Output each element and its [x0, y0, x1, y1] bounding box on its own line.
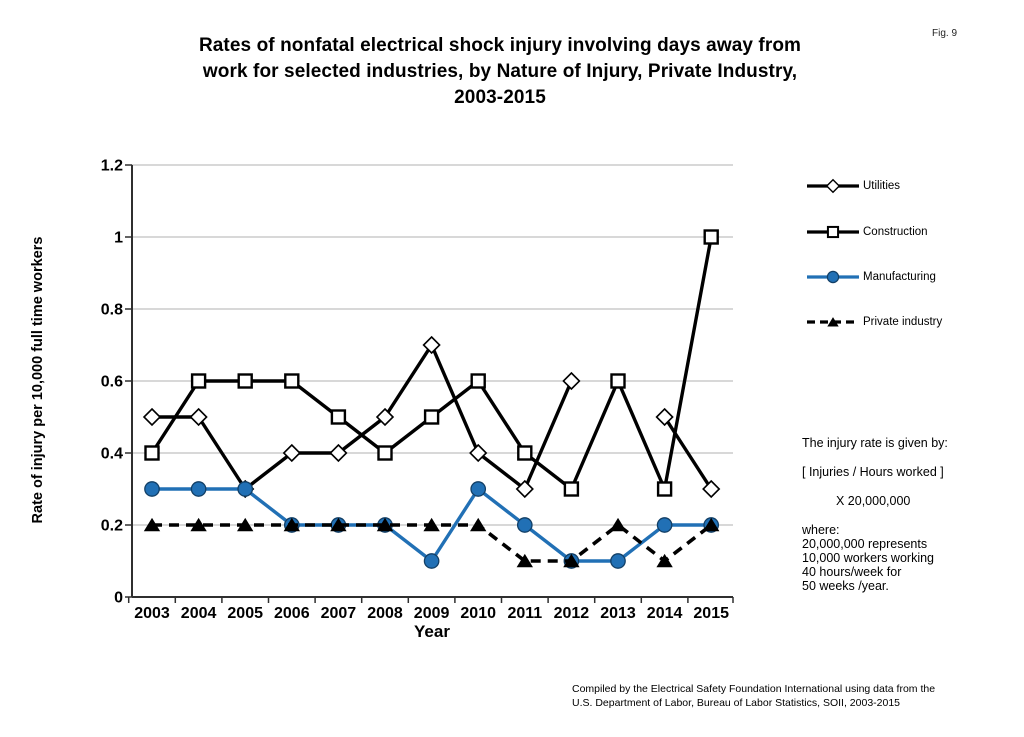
x-tick-label: 2005 [227, 605, 263, 622]
x-tick-label: 2014 [646, 605, 683, 622]
x-tick-label: 2009 [413, 605, 450, 622]
square-marker [239, 375, 252, 388]
injury-rate-formula [802, 436, 1012, 593]
x-tick-label: 2008 [367, 605, 403, 622]
legend-label-manufacturing: Manufacturing [863, 271, 936, 283]
square-marker [332, 411, 345, 424]
legend-item-manufacturing [805, 269, 936, 285]
x-tick-label: 2007 [320, 605, 357, 622]
formula-expression: [ Injuries / Hours worked ] [802, 465, 944, 479]
x-tick-label: 2004 [180, 605, 217, 622]
circle-marker [471, 482, 485, 496]
circle-marker [191, 482, 205, 496]
square-marker [472, 375, 485, 388]
circle-marker [424, 554, 438, 568]
y-axis-title: Rate of injury per 10,000 full time workers [30, 236, 46, 524]
line-chart [95, 140, 755, 640]
y-tick-label: 0 [114, 589, 123, 607]
legend-item-construction [805, 224, 928, 240]
circle-marker [518, 518, 532, 532]
source-caption-line-1: Compiled by the Electrical Safety Foundation International using data from the [572, 683, 936, 695]
formula-where-line: 20,000,000 represents [802, 537, 928, 551]
x-tick-label: 2012 [553, 605, 590, 622]
legend-item-utilities [805, 178, 900, 194]
square-marker [612, 375, 625, 388]
formula-multiplier: X 20,000,000 [836, 494, 911, 508]
square-marker [379, 447, 392, 460]
page-title [0, 33, 1000, 111]
series-line-utilities [152, 345, 571, 489]
square-marker [285, 375, 298, 388]
square-marker [518, 447, 531, 460]
legend-label-construction: Construction [863, 226, 928, 238]
square-marker [658, 483, 671, 496]
legend-label-private-industry: Private industry [863, 316, 943, 328]
legend-label-utilities: Utilities [863, 180, 901, 192]
x-tick-label: 2006 [274, 605, 310, 622]
x-axis-title: Year [414, 622, 450, 641]
square-marker [705, 231, 718, 244]
x-tick-label: 2015 [693, 605, 729, 622]
square-marker [565, 483, 578, 496]
x-tick-label: 2011 [507, 605, 543, 622]
x-tick-label: 2013 [600, 605, 636, 622]
square-marker [425, 411, 438, 424]
circle-marker [611, 554, 625, 568]
y-tick-label: 1.2 [100, 157, 123, 175]
formula-where-line: 50 weeks /year. [802, 579, 889, 593]
manufacturing-circle-line-icon [805, 269, 861, 285]
formula-intro: The injury rate is given by: [802, 436, 948, 450]
circle-marker-icon [827, 271, 838, 282]
source-caption [572, 683, 992, 710]
diamond-marker-icon [827, 180, 839, 192]
circle-marker [238, 482, 252, 496]
circle-marker [657, 518, 671, 532]
series-line-construction [152, 237, 711, 489]
diamond-marker [144, 409, 160, 425]
y-tick-label: 1 [114, 229, 123, 247]
y-tick-label: 0.6 [100, 373, 123, 391]
circle-marker [145, 482, 159, 496]
private-industry-dashed-line-icon [805, 314, 861, 330]
legend-item-private-industry [805, 314, 942, 330]
diamond-marker [563, 373, 579, 389]
y-tick-label: 0.4 [100, 445, 123, 463]
triangle-marker [657, 555, 672, 567]
utilities-diamond-line-icon [805, 178, 861, 194]
page-title-line-1: Rates of nonfatal electrical shock injury involving days away from [198, 35, 802, 56]
figure-number-label: Fig. 9 [932, 28, 958, 39]
square-marker [192, 375, 205, 388]
formula-where-line: where: [802, 523, 840, 537]
y-tick-label: 0.2 [100, 517, 123, 535]
y-tick-label: 0.8 [100, 301, 123, 319]
page-title-line-3: 2003-2015 [454, 87, 546, 108]
source-caption-line-2: U.S. Department of Labor, Bureau of Labor Statistics, SOII, 2003-2015 [572, 696, 901, 709]
x-tick-label: 2010 [460, 605, 496, 622]
construction-square-line-icon [805, 224, 861, 240]
square-marker [146, 447, 159, 460]
x-tick-label: 2003 [134, 605, 170, 622]
formula-where-line: 10,000 workers working [802, 551, 935, 565]
formula-where-line: 40 hours/week for [802, 565, 902, 579]
page-title-line-2: work for selected industries, by Nature of Injury, Private Industry, [202, 61, 798, 82]
square-marker-icon [828, 227, 838, 237]
